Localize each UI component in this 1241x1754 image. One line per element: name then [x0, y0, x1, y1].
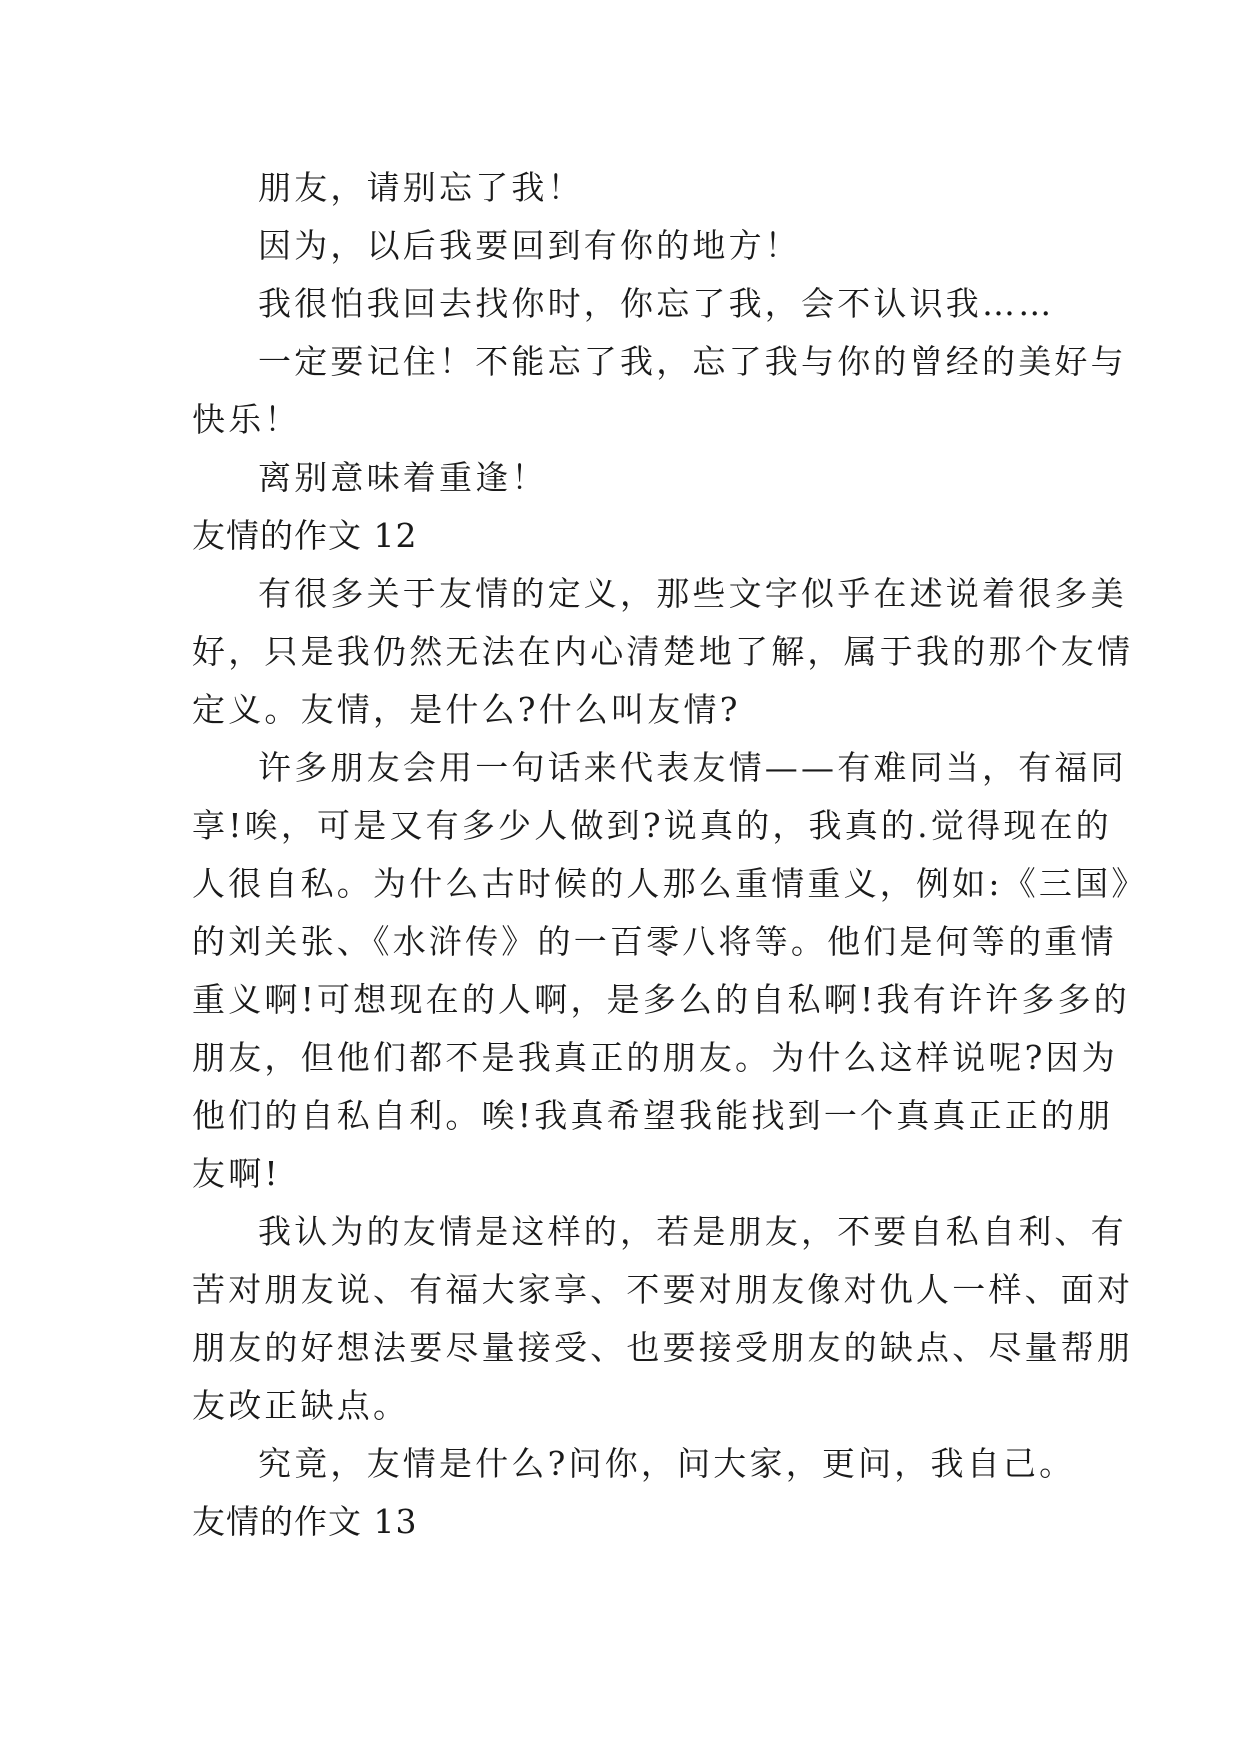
paragraph-line: 我很怕我回去找你时，你忘了我，会不认识我…… — [258, 284, 1055, 323]
section-heading: 友情的作文 12 — [192, 516, 418, 555]
section-heading: 友情的作文 13 — [192, 1502, 418, 1541]
paragraph-line: 定义。友情，是什么?什么叫友情? — [192, 690, 741, 729]
paragraph-line: 人很自私。为什么古时候的人那么重情重义，例如:《三国》 — [192, 864, 1148, 903]
paragraph-line: 一定要记住！不能忘了我，忘了我与你的曾经的美好与 — [258, 342, 1127, 381]
paragraph-line: 究竟，友情是什么?问你，问大家，更问，我自己。 — [258, 1444, 1076, 1483]
paragraph-line: 许多朋友会用一句话来代表友情——有难同当，有福同 — [258, 748, 1127, 787]
paragraph-line: 苦对朋友说、有福大家享、不要对朋友像对仇人一样、面对 — [192, 1270, 1134, 1309]
paragraph-line: 朋友，但他们都不是我真正的朋友。为什么这样说呢?因为 — [192, 1038, 1118, 1077]
paragraph-line: 有很多关于友情的定义，那些文字似乎在述说着很多美 — [258, 574, 1127, 613]
paragraph-line: 友改正缺点。 — [192, 1386, 410, 1425]
paragraph-line: 我认为的友情是这样的，若是朋友，不要自私自利、有 — [258, 1212, 1127, 1251]
paragraph-line: 的刘关张、《水浒传》的一百零八将等。他们是何等的重情 — [192, 922, 1117, 961]
paragraph-line: 享!唉，可是又有多少人做到?说真的，我真的.觉得现在的 — [192, 806, 1112, 845]
paragraph-line: 朋友的好想法要尽量接受、也要接受朋友的缺点、尽量帮朋 — [192, 1328, 1134, 1367]
paragraph-line: 快乐！ — [192, 400, 301, 439]
paragraph-line: 友啊! — [192, 1154, 281, 1193]
paragraph-line: 朋友，请别忘了我！ — [258, 168, 584, 207]
paragraph-line: 重义啊!可想现在的人啊，是多么的自私啊!我有许许多多的 — [192, 980, 1130, 1019]
paragraph-line: 他们的自私自利。唉!我真希望我能找到一个真真正正的朋 — [192, 1096, 1114, 1135]
paragraph-line: 因为，以后我要回到有你的地方！ — [258, 226, 801, 265]
paragraph-line: 好，只是我仍然无法在内心清楚地了解，属于我的那个友情 — [192, 632, 1134, 671]
paragraph-line: 离别意味着重逢！ — [258, 458, 548, 497]
